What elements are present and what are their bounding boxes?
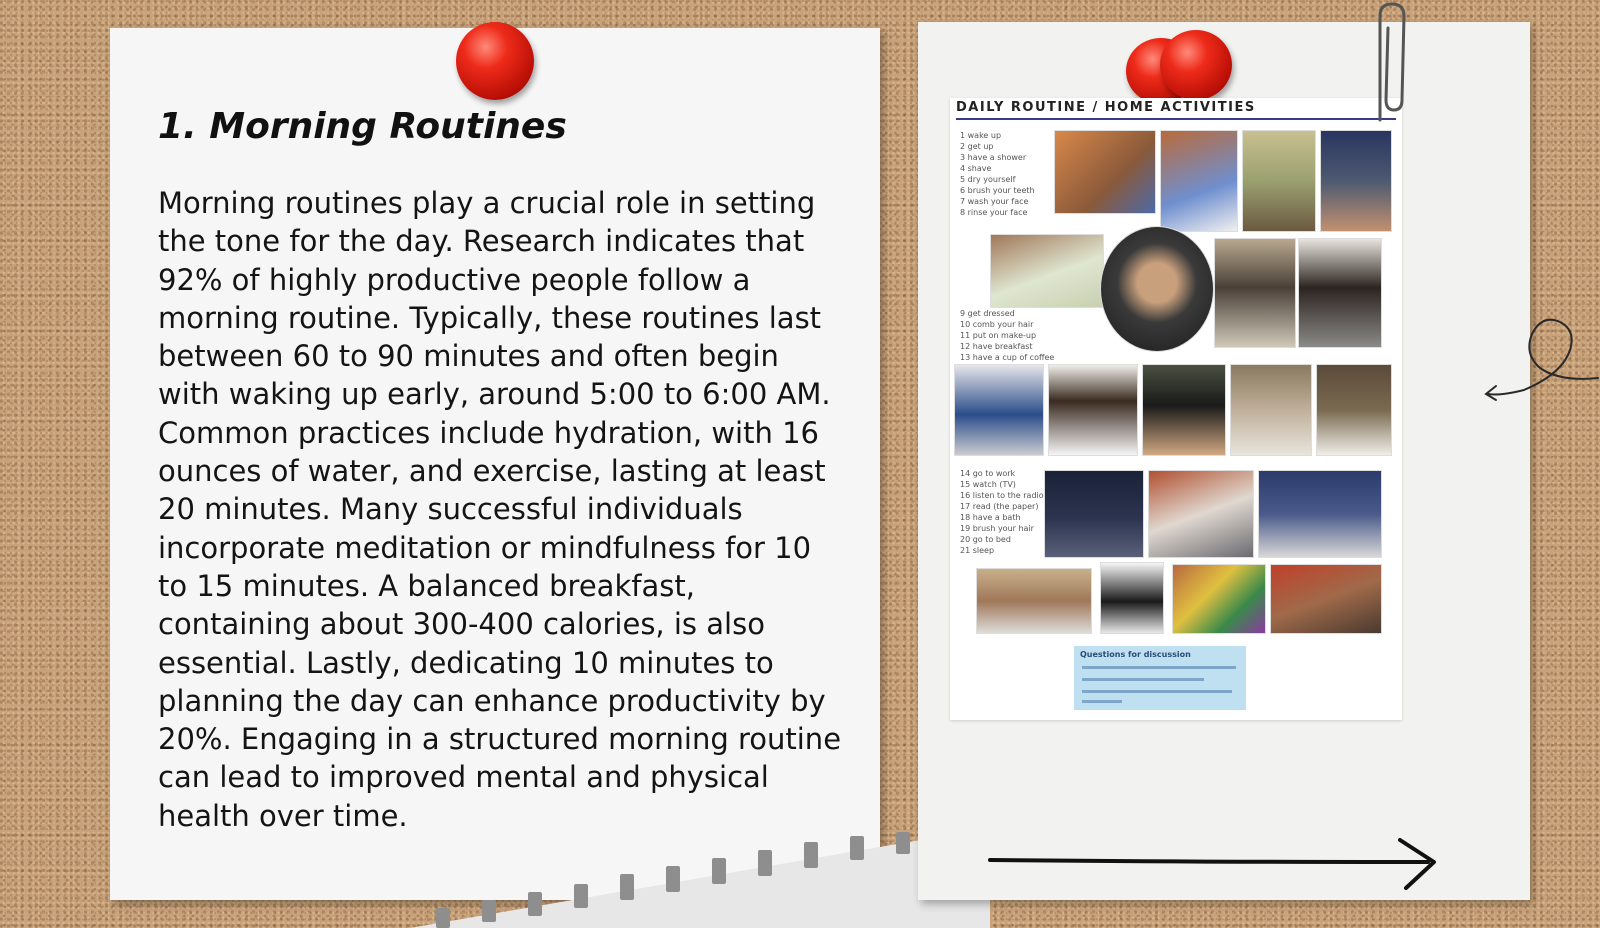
note-card	[110, 28, 880, 900]
questions-box	[1074, 646, 1246, 710]
photo-thumbnail	[990, 234, 1104, 308]
photo-thumbnail	[1100, 226, 1214, 352]
torn-paper-edge	[410, 828, 990, 928]
red-pushpin-icon	[1160, 30, 1232, 100]
photo-thumbnail	[1242, 130, 1316, 232]
photo-thumbnail	[1230, 364, 1312, 456]
photo-thumbnail	[1054, 130, 1156, 214]
worksheet-divider	[956, 118, 1396, 120]
photo-thumbnail	[1172, 564, 1266, 634]
vocab-list: 14 go to work 15 watch (TV) 16 listen to the radio 17 read (the paper) 18 have a bath 19 brush your hair 20 go to bed 21 sleep	[960, 469, 1044, 555]
photo-thumbnail	[1270, 564, 1382, 634]
question-line	[1082, 700, 1122, 703]
question-line	[1082, 678, 1204, 681]
photo-thumbnail	[1298, 238, 1382, 348]
paperclip-icon	[1372, 0, 1412, 124]
red-pushpin-icon	[456, 22, 534, 100]
question-line	[1082, 666, 1236, 669]
question-line	[1082, 690, 1232, 693]
photo-thumbnail	[1316, 364, 1392, 456]
curly-arrow-doodle-icon	[1480, 310, 1600, 410]
photo-thumbnail	[1160, 130, 1238, 232]
vocab-list: 9 get dressed 10 comb your hair 11 put on make-up 12 have breakfast 13 have a cup of coffee	[960, 309, 1055, 362]
photo-thumbnail	[1044, 470, 1144, 558]
photo-thumbnail	[954, 364, 1044, 456]
right-arrow-icon	[988, 836, 1448, 896]
vocab-list: 1 wake up 2 get up 3 have a shower 4 shave 5 dry yourself 6 brush your teeth 7 wash your face 8 rinse your face	[960, 131, 1035, 217]
photo-thumbnail	[1320, 130, 1392, 232]
daily-routine-worksheet	[950, 98, 1402, 720]
note-title: 1. Morning Routines	[158, 106, 567, 147]
photo-thumbnail	[1142, 364, 1226, 456]
photo-thumbnail	[1048, 364, 1138, 456]
photo-thumbnail	[1148, 470, 1254, 558]
worksheet-title: DAILY ROUTINE / HOME ACTIVITIES	[956, 100, 1256, 115]
questions-title: Questions for discussion	[1080, 650, 1191, 659]
photo-thumbnail	[1258, 470, 1382, 558]
photo-thumbnail	[1214, 238, 1296, 348]
photo-thumbnail	[1100, 562, 1164, 634]
note-body: Morning routines play a crucial role in setting the tone for the day. Research indicates that 92% of highly productive people follow a morning routine. Typically, these routines last between 60 to 90 minutes and often begin with waking up early, around 5:00 to 6:00 AM. Common practices include hydration, with 16 ounces of water, and exercise, lasting at least 20 minutes. Many successful individuals incorporate meditation or mindfulness for 10 to 15 minutes. A balanced breakfast, containing about 300-400 calories, is also essential. Lastly, dedicating 10 minutes to planning the day can enhance productivity by 20%. Engaging in a structured morning routine can lead to improved mental and physical health over time.	[158, 186, 842, 833]
photo-thumbnail	[976, 568, 1092, 634]
